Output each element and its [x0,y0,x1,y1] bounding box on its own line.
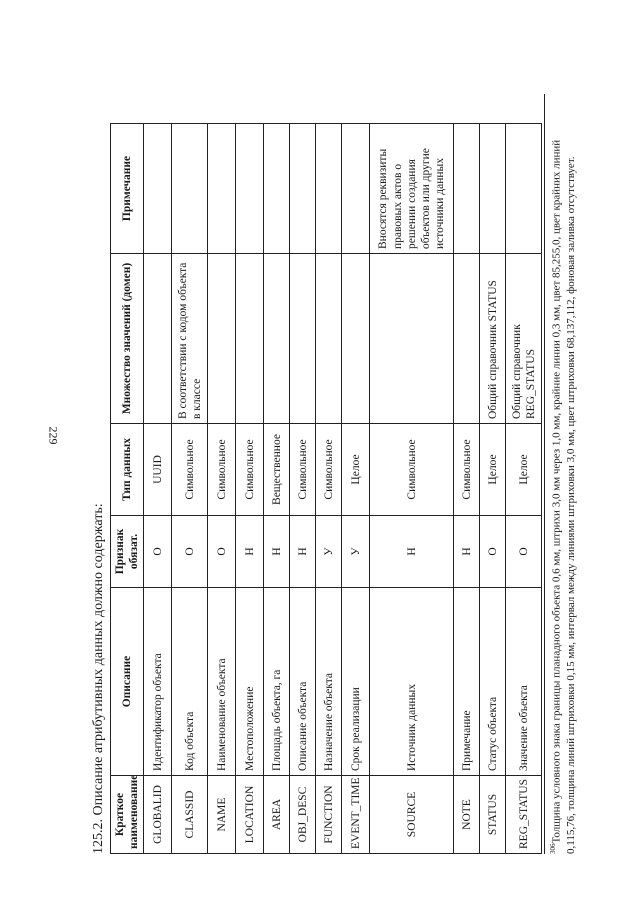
table-header-row [111,124,144,854]
cell-short-name: EVENT_TIME [342,776,370,854]
cell-data-type: Символьное [236,424,264,516]
footnote [544,114,578,854]
cell-data-type: Символьное [454,424,480,516]
cell-required: Н [290,516,316,588]
footnote-text: Толщина условного знака границы планадного объекта 0,6 мм, штрихи 3,0 мм через 1,0 мм, крайние линии 0,3 мм, цвет 85,255,0, цвет крайних линий 0,115,76, толщина линий штриховки 0,15 мм, интервал между линиями штриховки 3,0 мм, цвет штриховки 68,137,112, фоновая заливка отсутствует. [550,139,577,854]
cell-note [506,124,542,254]
cell-domain [144,254,172,424]
attribute-table [110,123,542,854]
cell-description: Идентификатор объекта [144,588,172,776]
cell-note [290,124,316,254]
table-row [172,124,208,854]
cell-data-type: Символьное [316,424,342,516]
cell-required: Н [370,516,454,588]
cell-note [172,124,208,254]
cell-data-type: Символьное [290,424,316,516]
cell-note [454,124,480,254]
cell-domain: Общий справочник STATUS [480,254,506,424]
cell-note [316,124,342,254]
table-row [370,124,454,854]
table-row [290,124,316,854]
cell-domain: Общий справочник REG_STATUS [506,254,542,424]
cell-description: Наименование объекта [208,588,236,776]
cell-domain [264,254,290,424]
rotated-page-content [88,94,577,854]
cell-required: О [144,516,172,588]
cell-short-name: REG_STATUS [506,776,542,854]
cell-data-type: Целое [480,424,506,516]
cell-required: О [208,516,236,588]
cell-data-type: Символьное [370,424,454,516]
cell-required: О [172,516,208,588]
section-caption: 125.2. Описание атрибутивных данных должно содержать: [91,503,106,854]
cell-description: Статус объекта [480,588,506,776]
cell-short-name: LOCATION [236,776,264,854]
table-row [342,124,370,854]
cell-short-name: OBJ_DESC [290,776,316,854]
cell-note [144,124,172,254]
header-data-type: Тип данных [111,424,144,516]
table-row [506,124,542,854]
cell-description: Значение объекта [506,588,542,776]
cell-required: У [342,516,370,588]
cell-description: Срок реализации [342,588,370,776]
cell-description: Площадь объекта, га [264,588,290,776]
cell-note [264,124,290,254]
cell-description: Описание объекта [290,588,316,776]
header-description: Описание [111,588,144,776]
cell-data-type: Символьное [208,424,236,516]
cell-short-name: STATUS [480,776,506,854]
cell-required: О [506,516,542,588]
cell-short-name: FUNCTION [316,776,342,854]
table-row [454,124,480,854]
cell-data-type: Целое [506,424,542,516]
cell-domain: В соответствии с кодом объекта в классе [172,254,208,424]
cell-domain [370,254,454,424]
cell-data-type: UUID [144,424,172,516]
cell-note [236,124,264,254]
cell-required: У [316,516,342,588]
table-row [236,124,264,854]
cell-note [342,124,370,254]
cell-description: Код объекта [172,588,208,776]
header-domain: Множество значений (домен) [111,254,144,424]
cell-required: Н [236,516,264,588]
cell-data-type: Целое [342,424,370,516]
page-number: 229 [46,426,61,445]
table-row [480,124,506,854]
cell-required: Н [454,516,480,588]
cell-required: О [480,516,506,588]
header-note: Примечание [111,124,144,254]
cell-note: Вносятся реквизиты правовых актов о решении создания объектов или другие источники данных [370,124,454,254]
cell-domain [208,254,236,424]
cell-short-name: NAME [208,776,236,854]
cell-description: Местоположение [236,588,264,776]
cell-description: Источник данных [370,588,454,776]
cell-domain [290,254,316,424]
cell-note [208,124,236,254]
footnote-rule [544,94,545,854]
table-row [264,124,290,854]
cell-short-name: NOTE [454,776,480,854]
cell-description: Примечание [454,588,480,776]
header-short-name: Краткое наименование [111,776,144,854]
cell-note [480,124,506,254]
table-row [144,124,172,854]
footnote-mark: 306 [549,843,557,854]
cell-domain [454,254,480,424]
cell-domain [236,254,264,424]
table-row [208,124,236,854]
cell-data-type: Вещественное [264,424,290,516]
cell-short-name: GLOBALID [144,776,172,854]
cell-required: Н [264,516,290,588]
cell-description: Назначение объекта [316,588,342,776]
cell-domain [316,254,342,424]
header-required: Признак обязат. [111,516,144,588]
cell-short-name: CLASSID [172,776,208,854]
cell-short-name: SOURCE [370,776,454,854]
cell-data-type: Символьное [172,424,208,516]
cell-domain [342,254,370,424]
cell-short-name: AREA [264,776,290,854]
table-row [316,124,342,854]
